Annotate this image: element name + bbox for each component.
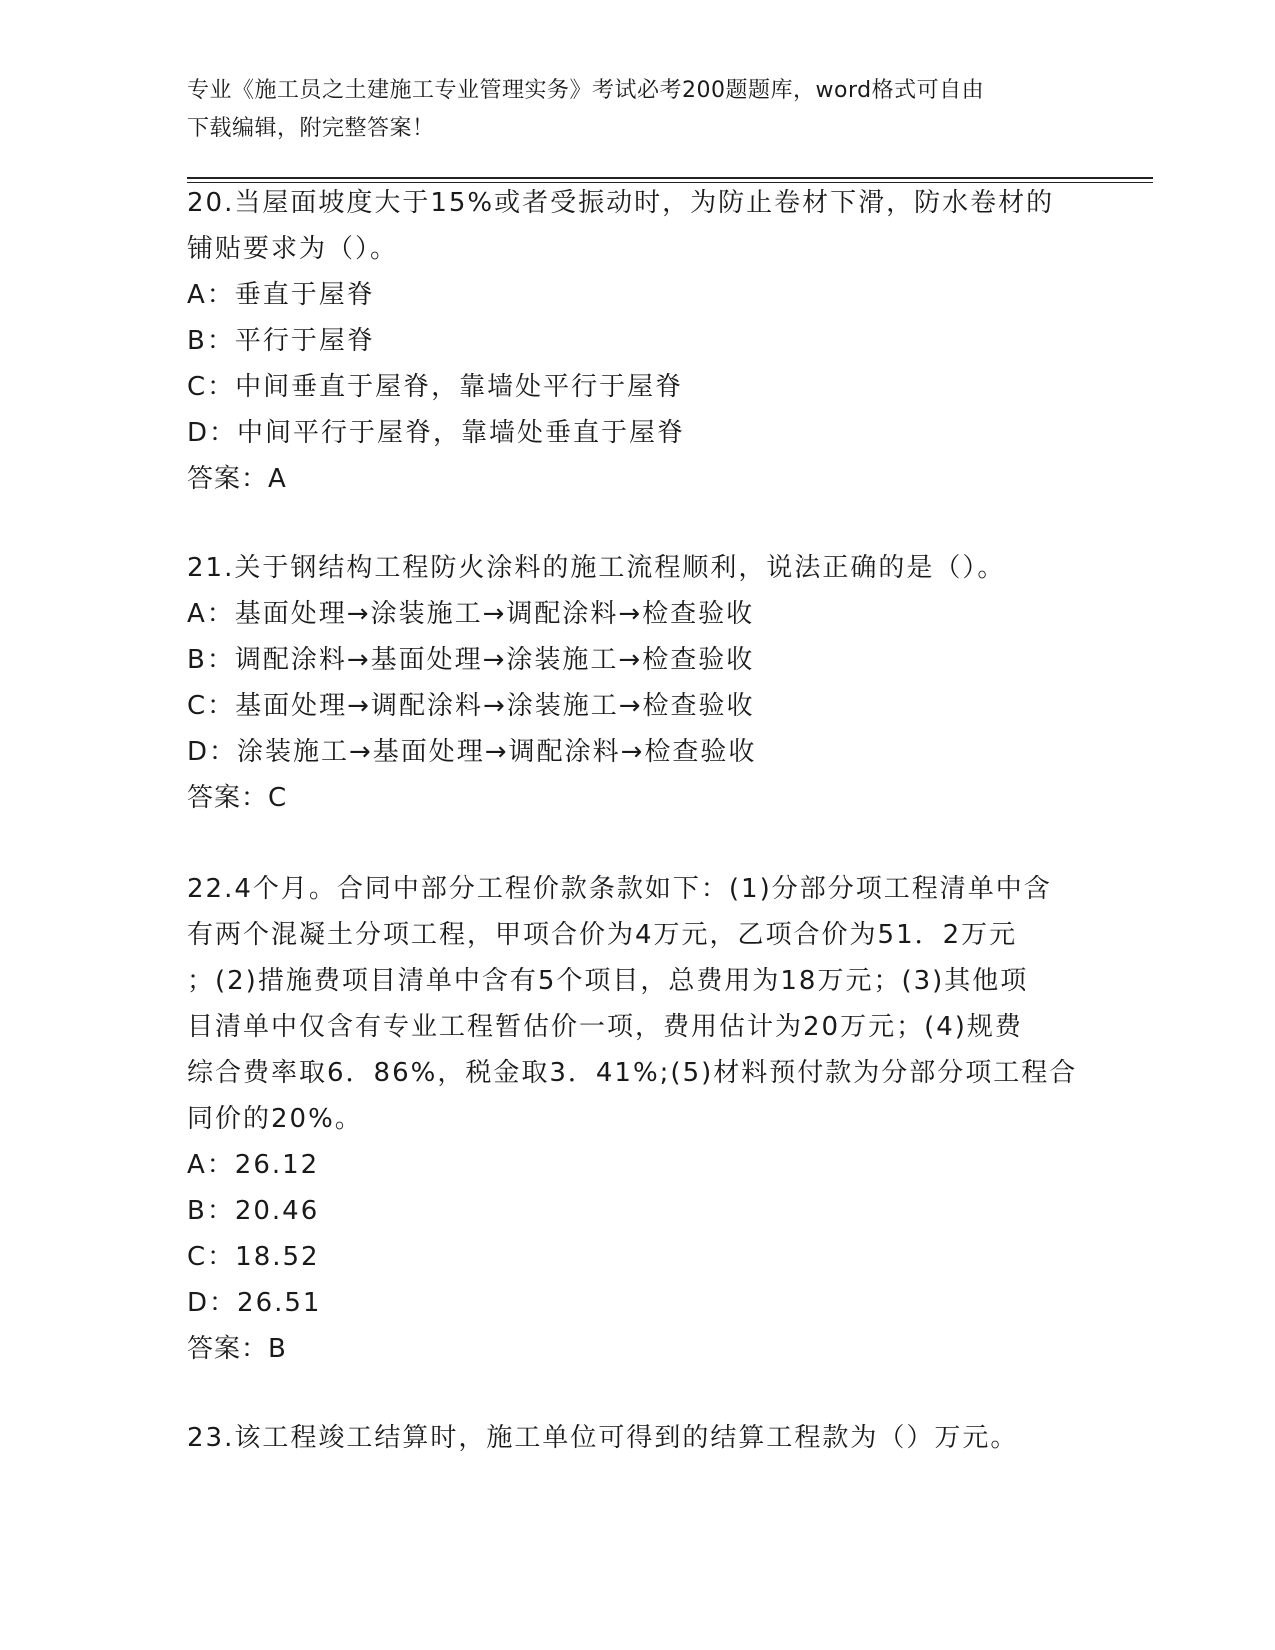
- document-header: [187, 72, 1077, 148]
- question-stem-line: 22.4个月。合同中部分工程价款条款如下：(1)分部分项工程清单中含: [187, 874, 1052, 904]
- header-divider-thick: [187, 177, 1153, 179]
- question-stem-line: 有两个混凝土分项工程，甲项合价为4万元，乙项合价为51．2万元: [187, 920, 1018, 950]
- question-stem-line: 铺贴要求为（）。: [187, 234, 399, 264]
- question-stem-line: 同价的20%。: [187, 1104, 363, 1134]
- header-line-1: 专业《施工员之土建施工专业管理实务》考试必考200题题库，word格式可自由: [187, 78, 985, 103]
- option-b: B：平行于屋脊: [187, 326, 375, 356]
- question-20: [187, 180, 1087, 502]
- question-stem-line: 综合费率取6．86%，税金取3．41%;(5)材料预付款为分部分项工程合: [187, 1058, 1078, 1088]
- question-21: [187, 545, 1087, 821]
- option-a: A：基面处理→涂装施工→调配涂料→检查验收: [187, 599, 755, 629]
- question-stem-line: 目清单中仅含有专业工程暂估价一项，费用估计为20万元；(4)规费: [187, 1012, 1023, 1042]
- answer-label: 答案：C: [187, 783, 288, 813]
- option-c: C：18.52: [187, 1242, 320, 1272]
- option-c: C：中间垂直于屋脊，靠墙处平行于屋脊: [187, 372, 684, 402]
- answer-label: 答案：B: [187, 1334, 287, 1364]
- option-a: A：26.12: [187, 1150, 320, 1180]
- option-d: D：中间平行于屋脊，靠墙处垂直于屋脊: [187, 418, 686, 448]
- option-c: C：基面处理→调配涂料→涂装施工→检查验收: [187, 691, 755, 721]
- question-stem-line: 20.当屋面坡度大于15%或者受振动时，为防止卷材下滑，防水卷材的: [187, 188, 1055, 218]
- question-23: [187, 1415, 1087, 1461]
- option-a: A：垂直于屋脊: [187, 280, 375, 310]
- question-22: [187, 866, 1087, 1372]
- question-stem-line: 21.关于钢结构工程防火涂料的施工流程顺利，说法正确的是（）。: [187, 553, 1006, 583]
- option-d: D：涂装施工→基面处理→调配涂料→检查验收: [187, 737, 757, 767]
- option-b: B：调配涂料→基面处理→涂装施工→检查验收: [187, 645, 755, 675]
- question-stem-line: 23.该工程竣工结算时，施工单位可得到的结算工程款为（）万元。: [187, 1423, 1019, 1453]
- header-line-2: 下载编辑，附完整答案！: [187, 116, 435, 141]
- question-stem-line: ；(2)措施费项目清单中含有5个项目，总费用为18万元；(3)其他项: [187, 966, 1029, 996]
- answer-label: 答案：A: [187, 464, 287, 494]
- option-b: B：20.46: [187, 1196, 320, 1226]
- option-d: D：26.51: [187, 1288, 322, 1318]
